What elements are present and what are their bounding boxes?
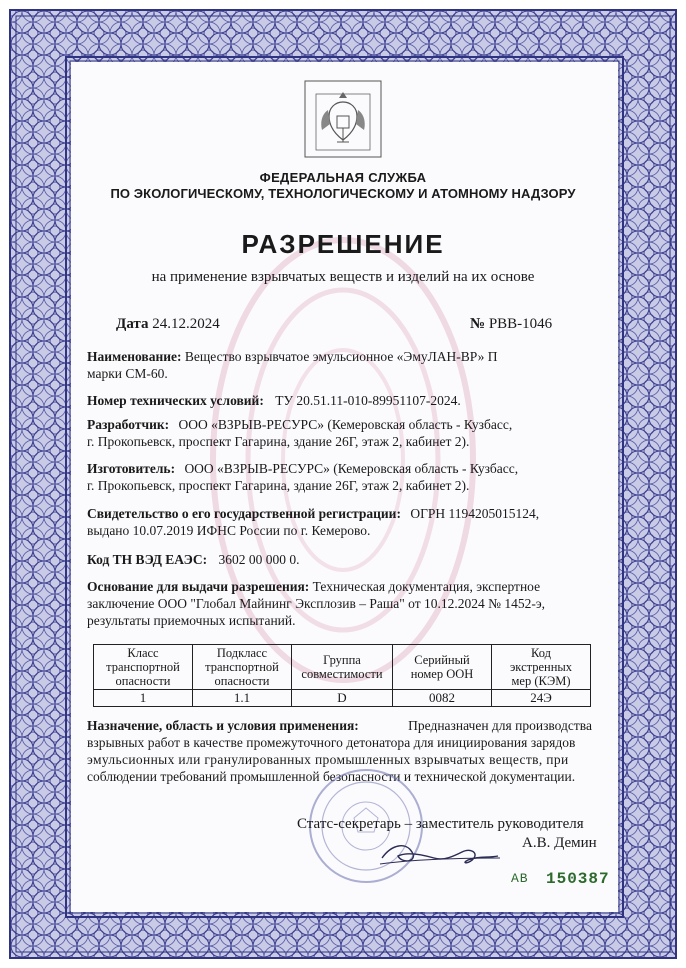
purpose-value-2: взрывных работ в качестве промежуточного детонатора для инициирования зарядов	[87, 735, 576, 750]
table-cell: 24Э	[492, 690, 591, 707]
header-cell	[492, 645, 591, 690]
tech-conditions-value: ТУ 20.51.11-010-89951107-2024.	[275, 393, 461, 408]
developer-label: Разработчик:	[87, 417, 170, 432]
purpose	[87, 718, 592, 734]
header-text: мер (КЭМ)	[511, 674, 571, 688]
header-cell	[292, 645, 393, 690]
header-text: опасности	[214, 674, 270, 688]
header-text: номер ООН	[410, 667, 474, 681]
signatory-name: А.В. Демин	[522, 835, 597, 851]
date-value: 24.12.2024	[152, 316, 220, 332]
product-name-value-2: марки СМ-60.	[87, 366, 168, 381]
header-cell	[193, 645, 292, 690]
header-cell	[94, 645, 193, 690]
product-name-label: Наименование:	[87, 349, 182, 364]
purpose-value-1: Предназначен для производства	[408, 718, 592, 733]
basis-value-1: Техническая документация, экспертное	[312, 579, 541, 594]
date-label: Дата	[116, 316, 149, 332]
registration-label: Свидетельство о его государственной регистрации:	[87, 506, 401, 521]
registration-value-1: ОГРН 1194205015124,	[410, 506, 540, 521]
table-cell: 0082	[393, 690, 492, 707]
header-text: транспортной	[106, 660, 180, 674]
table-cell: 1	[94, 690, 193, 707]
agency-name-line2: ПО ЭКОЛОГИЧЕСКОМУ, ТЕХНОЛОГИЧЕСКОМУ И АТОМНОМУ НАДЗОРУ	[110, 186, 576, 201]
header-text: экстренных	[509, 660, 573, 674]
form-series: АВ	[511, 871, 529, 886]
form-serial-number: 150387	[546, 870, 610, 888]
tn-ved-value: 3602 00 000 0.	[218, 552, 300, 567]
table-cell: D	[292, 690, 393, 707]
purpose-value-4: соблюдении требований промышленной безопасности и технической документации.	[87, 769, 576, 784]
registration	[87, 506, 539, 522]
product-name	[87, 349, 498, 365]
basis-value-2: заключение ООО "Глобал Майнинг Эксплозив – Раша" от 10.12.2024 № 1452-э,	[87, 596, 546, 611]
product-name-value-1: Вещество взрывчатое эмульсионное «ЭмуЛАН-ВР» П	[184, 349, 498, 364]
permit-number	[470, 316, 552, 333]
header-text: совместимости	[301, 667, 383, 681]
basis	[87, 579, 540, 595]
header-text: Код	[531, 646, 551, 660]
header-text: опасности	[115, 674, 171, 688]
purpose-label: Назначение, область и условия применения:	[87, 718, 359, 733]
header-text: Класс	[127, 646, 159, 660]
tn-ved-label: Код ТН ВЭД ЕАЭС:	[87, 552, 208, 567]
tech-conditions	[87, 393, 461, 409]
basis-value-3: результаты приемочных испытаний.	[87, 613, 296, 628]
manufacturer-label: Изготовитель:	[87, 461, 176, 476]
classification-table	[93, 644, 591, 707]
tn-ved-code	[87, 552, 299, 568]
developer	[87, 417, 512, 433]
document-title: РАЗРЕШЕНИЕ	[241, 229, 445, 259]
header-text: Подкласс	[216, 646, 268, 660]
header-text: Группа	[323, 653, 361, 667]
number-value: РВВ-1046	[488, 316, 553, 332]
manufacturer	[87, 461, 518, 477]
developer-value-1: ООО «ВЗРЫВ-РЕСУРС» (Кемеровская область - Кузбасс,	[178, 417, 513, 432]
document-subtitle: на применение взрывчатых веществ и изделий на их основе	[151, 269, 535, 285]
signatory-position: Статс-секретарь – заместитель руководителя	[297, 816, 584, 832]
coat-of-arms-emblem	[304, 80, 382, 158]
handwritten-signature	[378, 836, 508, 868]
purpose-value-3: эмульсионных или гранулированных промышленных взрывчатых веществ, при	[87, 752, 569, 767]
header-cell	[393, 645, 492, 690]
tech-conditions-label: Номер технических условий:	[87, 393, 264, 408]
number-label: №	[470, 316, 486, 332]
table-header-row	[94, 645, 591, 690]
table-cell: 1.1	[193, 690, 292, 707]
header-text: Серийный	[414, 653, 470, 667]
developer-value-2: г. Прокопьевск, проспект Гагарина, здание 26Г, этаж 2, кабинет 2).	[87, 434, 470, 449]
registration-value-2: выдано 10.07.2019 ИФНС России по г. Кемерово.	[87, 523, 371, 538]
basis-label: Основание для выдачи разрешения:	[87, 579, 310, 594]
manufacturer-value-1: ООО «ВЗРЫВ-РЕСУРС» (Кемеровская область - Кузбасс,	[184, 461, 519, 476]
header-text: транспортной	[205, 660, 279, 674]
manufacturer-value-2: г. Прокопьевск, проспект Гагарина, здание 26Г, этаж 2, кабинет 2).	[87, 478, 470, 493]
agency-name-line1: ФЕДЕРАЛЬНАЯ СЛУЖБА	[259, 170, 427, 185]
issue-date	[116, 316, 220, 333]
table-value-row	[94, 690, 591, 707]
